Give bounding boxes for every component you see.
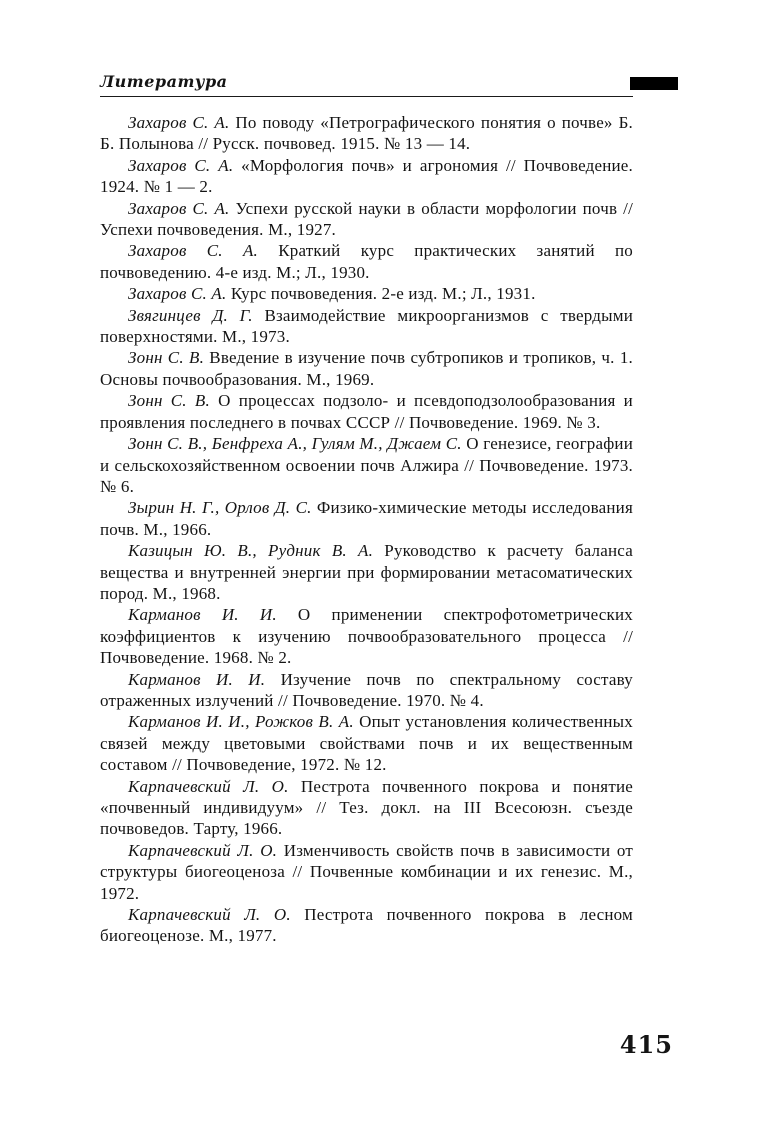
header-black-bar [630, 77, 678, 90]
reference-authors: Зонн С. В., Бенфреха А., Гулям М., Джаем С. [128, 434, 462, 454]
page-content [100, 72, 633, 947]
reference-entry [100, 904, 633, 947]
reference-text: О применении спектрофотометрических коэффициентов к изучению почвообразовательного процесса // Почвоведение. 1968. № 2. [100, 605, 633, 668]
reference-entry [100, 840, 633, 904]
reference-entry [100, 155, 633, 198]
reference-entry [100, 283, 633, 304]
reference-authors: Карпачевский Л. О. [128, 776, 289, 796]
reference-authors: Карманов И. И. [128, 669, 266, 689]
reference-entry [100, 240, 633, 283]
reference-authors: Захаров С. А. [128, 284, 227, 304]
reference-authors: Захаров С. А. [128, 113, 230, 132]
reference-authors: Захаров С. А. [128, 241, 259, 261]
reference-entry [100, 711, 633, 775]
page-header [100, 72, 633, 96]
reference-entry [100, 776, 633, 840]
reference-list [100, 112, 633, 947]
reference-text: Опыт установления количественных связей между цветовыми свойствами почв и их вещественным составом // Почвоведение, 1972. № 12. [100, 712, 633, 775]
page-number: 415 [619, 1030, 673, 1059]
reference-entry [100, 669, 633, 712]
reference-authors: Казицын Ю. В., Рудник В. А. [128, 541, 374, 561]
reference-text: Успехи русской науки в области морфологии почв // Успехи почвоведения. М., 1927. [100, 198, 633, 240]
reference-text: О процессах подзоло- и псевдоподзолообразования и проявления последнего в почвах СССР // Почвоведение. 1969. № 3. [100, 391, 633, 432]
reference-authors: Звягинцев Д. Г. [128, 305, 253, 325]
reference-text: Пестрота почвенного покрова в лесном биогеоценозе. М., 1977. [100, 905, 633, 946]
reference-entry [100, 433, 633, 497]
reference-entry [100, 305, 633, 348]
reference-authors: Карманов И. И. [128, 605, 277, 625]
reference-entry [100, 347, 633, 390]
chapter-title: Литература [100, 72, 228, 91]
reference-entry [100, 604, 633, 668]
reference-authors: Карпачевский Л. О. [128, 840, 278, 860]
reference-authors: Карпачевский Л. О. [128, 905, 291, 925]
reference-text: Изменчивость свойств почв в зависимости от структуры биогеоценоза // Почвенные комбинации и их генезис. М., 1972. [100, 840, 634, 903]
reference-authors: Зонн С. В. [128, 391, 210, 411]
reference-text: Изучение почв по спектральному составу отраженных излучений // Почвоведение. 1970. № 4. [100, 669, 633, 710]
reference-authors: Карманов И. И., Рожков В. А. [128, 712, 354, 732]
header-rule [100, 96, 633, 97]
reference-text: Курс почвоведения. 2-е изд. М.; Л., 1931. [226, 284, 536, 304]
reference-entry [100, 198, 633, 241]
reference-authors: Зырин Н. Г., Орлов Д. С. [128, 498, 312, 518]
reference-text: «Морфология почв» и агрономия // Почвоведение. 1924. № 1 — 2. [100, 155, 633, 197]
reference-text: Краткий курс практических занятий по почвоведению. 4-е изд. М.; Л., 1930. [100, 241, 633, 282]
reference-text: Руководство к расчету баланса вещества и внутренней энергии при формировании метасоматических пород. М., 1968. [100, 541, 633, 603]
reference-entry [100, 540, 633, 604]
reference-entry [100, 112, 633, 155]
reference-authors: Захаров С. А. [128, 198, 230, 218]
reference-entry [100, 497, 633, 540]
reference-text: Взаимодействие микроорганизмов с твердыми поверхностями. М., 1973. [100, 305, 633, 347]
reference-text: О генезисе, географии и сельскохозяйственном освоении почв Алжира // Почвоведение. 1973. № 6. [100, 434, 633, 496]
reference-authors: Зонн С. В. [128, 348, 205, 368]
reference-authors: Захаров С. А. [128, 155, 234, 175]
reference-text: По поводу «Петрографического понятия о почве» Б. Б. Полынова // Русск. почвовед. 1915. № 13 — 14. [100, 113, 633, 154]
reference-text: Пестрота почвенного покрова и понятие «почвенный индивидуум» // Тез. докл. на III Всесоюзн. съезде почвоведов. Тарту, 1966. [100, 776, 633, 839]
reference-entry [100, 390, 633, 433]
reference-text: Введение в изучение почв субтропиков и тропиков, ч. 1. Основы почвообразования. М., 1969. [100, 348, 633, 389]
reference-text: Физико-химические методы исследования почв. М., 1966. [100, 498, 633, 539]
